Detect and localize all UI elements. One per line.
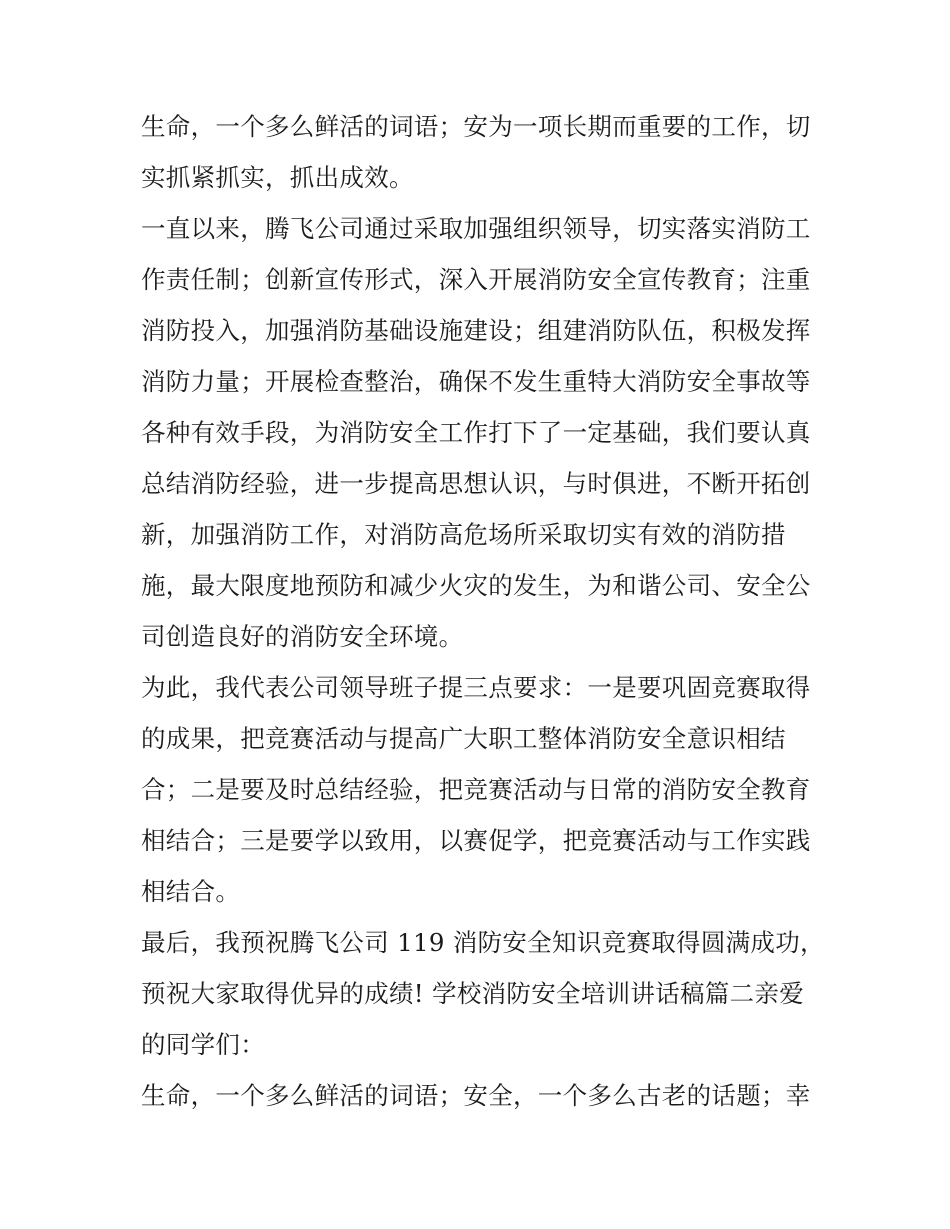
text-line: 的同学们： xyxy=(141,1030,265,1059)
text-line: 消防力量；开展检查整治，确保不发生重特大消防安全事故等 xyxy=(141,367,811,396)
text-line: 作责任制；创新宣传形式，深入开展消防安全宣传教育；注重 xyxy=(141,265,811,294)
text-line: 为此，我代表公司领导班子提三点要求：一是要巩固竞赛取得 xyxy=(141,673,811,702)
text-line: 总结消防经验，进一步提高思想认识，与时俱进，不断开拓创 xyxy=(141,469,811,498)
text-line: 司创造良好的消防安全环境。 xyxy=(141,622,464,651)
text-line: 预祝大家取得优异的成绩! 学校消防安全培训讲话稿篇二亲爱 xyxy=(141,979,805,1008)
text-line: 相结合；三是要学以致用，以赛促学，把竞赛活动与工作实践 xyxy=(141,826,811,855)
text-line: 最后，我预祝腾飞公司 119 消防安全知识竞赛取得圆满成功， xyxy=(141,928,825,957)
text-line: 生命，一个多么鲜活的词语；安为一项长期而重要的工作，切 xyxy=(141,112,811,141)
text-line: 实抓紧抓实，抓出成效。 xyxy=(141,163,414,192)
text-line: 生命，一个多么鲜活的词语；安全，一个多么古老的话题；幸 xyxy=(141,1081,811,1110)
text-line: 各种有效手段，为消防安全工作打下了一定基础，我们要认真 xyxy=(141,418,811,447)
text-line: 相结合。 xyxy=(141,877,241,906)
text-line: 合；二是要及时总结经验，把竞赛活动与日常的消防安全教育 xyxy=(141,775,811,804)
text-line: 新，加强消防工作，对消防高危场所采取切实有效的消防措 xyxy=(141,520,786,549)
document-body xyxy=(141,101,825,1121)
text-line: 消防投入，加强消防基础设施建设；组建消防队伍，积极发挥 xyxy=(141,316,811,345)
text-line: 的成果，把竞赛活动与提高广大职工整体消防安全意识相结 xyxy=(141,724,786,753)
text-line: 一直以来，腾飞公司通过采取加强组织领导，切实落实消防工 xyxy=(141,214,811,243)
text-line: 施，最大限度地预防和减少火灾的发生，为和谐公司、安全公 xyxy=(141,571,811,600)
